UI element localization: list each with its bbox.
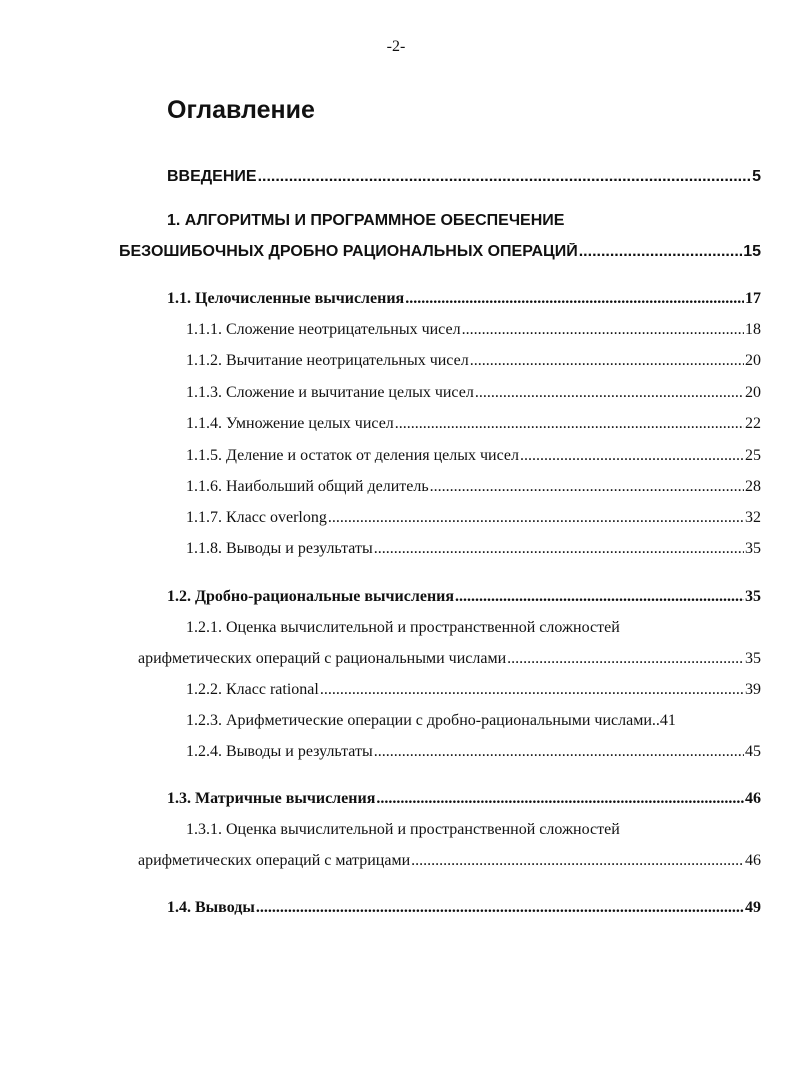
page-number: -2- [386, 38, 406, 55]
toc-entry-1-2-4[interactable] [186, 743, 761, 761]
toc-leader-dots [470, 352, 744, 370]
toc-leader-dots [258, 168, 752, 186]
toc-page-number: 20 [745, 384, 761, 401]
toc-page-number: 18 [745, 321, 761, 338]
toc-leader-dots [374, 743, 744, 761]
toc-entry-label: 1.1.7. Класс overlong [186, 509, 327, 526]
toc-entry-label: БЕЗОШИБОЧНЫХ ДРОБНО РАЦИОНАЛЬНЫХ ОПЕРАЦИЙ [119, 243, 578, 260]
page-title: Оглавление [167, 96, 315, 124]
toc-entry-label: 1.1.3. Сложение и вычитание целых чисел [186, 384, 474, 401]
toc-page-number: 32 [745, 509, 761, 526]
toc-entry-1-1-4[interactable] [186, 415, 761, 433]
toc-entry-label: арифметических операций с рациональными числами [138, 650, 507, 667]
toc-page-number: 20 [745, 352, 761, 369]
toc-leader-dots [411, 852, 744, 870]
toc-entry-label: 1.1. Целочисленные вычисления [167, 290, 405, 307]
toc-entry-1-2-2[interactable] [186, 681, 761, 699]
toc-entry-label: 1.1.8. Выводы и результаты [186, 540, 373, 557]
toc-entry-label: 1.2.4. Выводы и результаты [186, 743, 373, 760]
toc-entry-1-4[interactable] [167, 899, 761, 917]
toc-page-number: 39 [745, 681, 761, 698]
toc-entry-label: 1.2. Дробно-рациональные вычисления [167, 588, 455, 605]
toc-entry-intro[interactable] [167, 168, 761, 186]
toc-leader-dots [579, 243, 742, 261]
toc-entry-1-2-1-title[interactable]: 1.2.1. Оценка вычислительной и пространственной сложностей [186, 619, 620, 636]
toc-page-number: 46 [745, 790, 761, 807]
toc-entry-label: 1.3. Матричные вычисления [167, 790, 376, 807]
toc-page-number: 35 [745, 650, 761, 667]
toc-leader-dots [320, 681, 744, 699]
toc-leader-dots [256, 899, 744, 917]
toc-entry-label: 1.4. Выводы [167, 899, 255, 916]
toc-page-number: 45 [745, 743, 761, 760]
toc-page-number: 28 [745, 478, 761, 495]
toc-leader-dots [328, 509, 744, 527]
toc-entry-label: 1.1.4. Умножение целых чисел [186, 415, 394, 432]
toc-leader-dots [507, 650, 744, 668]
toc-entry-1-2[interactable] [167, 588, 761, 606]
toc-entry-label: ВВЕДЕНИЕ [167, 168, 257, 185]
toc-entry-1-1-5[interactable] [186, 447, 761, 465]
toc-leader-dots [405, 290, 744, 308]
toc-entry-1-1-1[interactable] [186, 321, 761, 339]
toc-entry-1-1-7[interactable] [186, 509, 761, 527]
toc-entry-1-1-2[interactable] [186, 352, 761, 370]
toc-page-number: 46 [745, 852, 761, 869]
toc-entry-1-3-1-title[interactable]: 1.3.1. Оценка вычислительной и пространственной сложностей [186, 821, 620, 838]
toc-chapter-1-title[interactable]: 1. АЛГОРИТМЫ И ПРОГРАММНОЕ ОБЕСПЕЧЕНИЕ [167, 212, 565, 229]
toc-page-number: 41 [659, 712, 676, 729]
toc-entry-1-1-6[interactable] [186, 478, 761, 496]
toc-entry-label: 1.1.6. Наибольший общий делитель [186, 478, 429, 495]
toc-page-number: 15 [743, 243, 761, 260]
toc-page-number: 5 [752, 168, 761, 185]
toc-leader-dots [475, 384, 744, 402]
toc-entry-chapter-1[interactable] [119, 243, 761, 261]
toc-entry-1-1-3[interactable] [186, 384, 761, 402]
toc-entry-label: 1.1.1. Сложение неотрицательных чисел [186, 321, 461, 338]
toc-entry-label: арифметических операций с матрицами [138, 852, 411, 869]
toc-page-number: 49 [745, 899, 761, 916]
toc-entry-1-2-3[interactable] [186, 712, 761, 730]
toc-entry-1-2-1[interactable] [138, 650, 761, 668]
toc-entry-1-1[interactable] [167, 290, 761, 308]
toc-leader-dots [374, 540, 744, 558]
toc-page-number: 35 [745, 540, 761, 557]
toc-entry-1-1-8[interactable] [186, 540, 761, 558]
toc-leader-dots [376, 790, 744, 808]
toc-page-number: 25 [745, 447, 761, 464]
toc-leader-dots [520, 447, 744, 465]
toc-entry-1-3[interactable] [167, 790, 761, 808]
toc-entry-label: 1.1.5. Деление и остаток от деления целых чисел [186, 447, 519, 464]
toc-entry-1-3-1[interactable] [138, 852, 761, 870]
toc-leader-dots [395, 415, 744, 433]
toc-leader-dots [455, 588, 744, 606]
toc-page-number: 35 [745, 588, 761, 605]
toc-entry-label: 1.1.2. Вычитание неотрицательных чисел [186, 352, 469, 369]
toc-leader-dots [462, 321, 744, 339]
toc-entry-label: 1.2.3. Арифметические операции с дробно-рациональными числами.. [186, 712, 660, 729]
toc-entry-label: 1.2.2. Класс rational [186, 681, 319, 698]
toc-page-number: 22 [745, 415, 761, 432]
toc-leader-dots [430, 478, 744, 496]
toc-page-number: 17 [745, 290, 761, 307]
